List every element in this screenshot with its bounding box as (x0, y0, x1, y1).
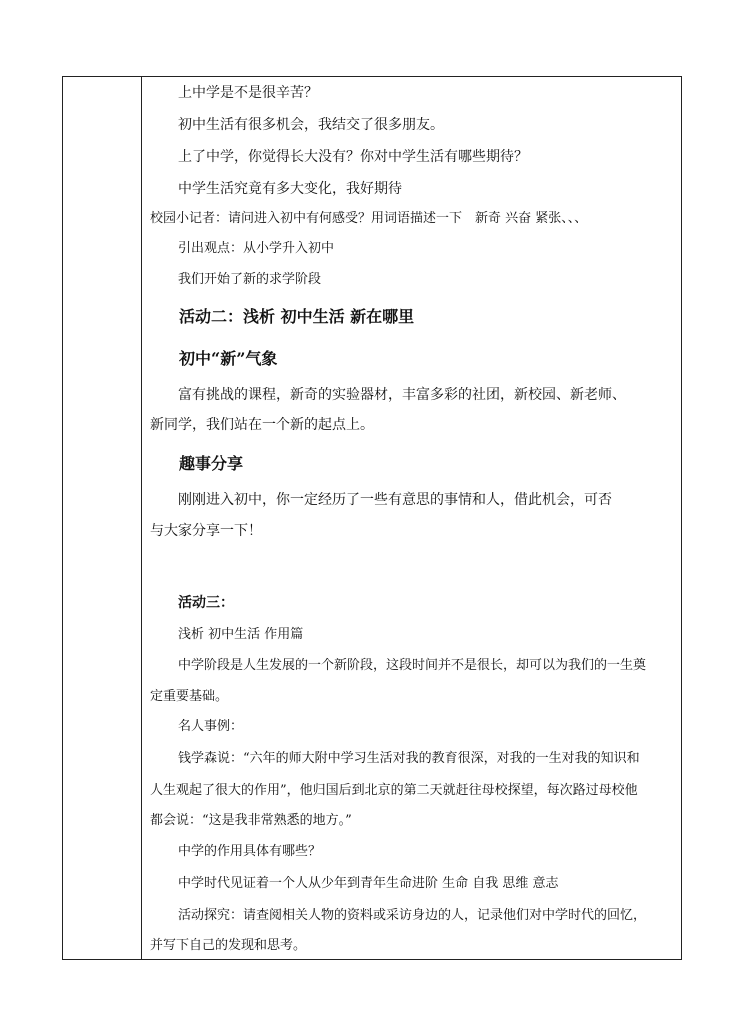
text-line: 引出观点：从小学升入初中 (178, 241, 335, 256)
text-line: 新同学，我们站在一个新的起点上。 (150, 417, 374, 433)
text-line: 名人事例： (178, 719, 244, 734)
section-heading: 活动三： (178, 595, 234, 611)
text-line: 我们开始了新的求学阶段 (178, 272, 322, 287)
text-line: 中学时代见证着一个人从少年到青年生命进阶 生命 自我 思维 意志 (178, 876, 559, 891)
text-line: 校园小记者：请问进入初中有何感受？用词语描述一下 新奇 兴奋 紧张、、、 (150, 211, 588, 226)
text-line: 中学生活究竟有多大变化，我好期待 (178, 181, 402, 197)
table-left-column (63, 77, 142, 959)
text-line: 富有挑战的课程，新奇的实验器材，丰富多彩的社团，新校园、新老师、 (178, 387, 626, 403)
section-heading: 初中“新”气象 (179, 349, 278, 368)
text-line: 人生观起了很大的作用”，他归国后到北京的第二天就赶往母校探望，每次路过母校他 (150, 783, 638, 798)
text-line: 都会说：“这是我非常熟悉的地方。” (150, 813, 352, 828)
text-line: 中学的作用具体有哪些？ (178, 844, 322, 859)
text-line: 浅析 初中生活 作用篇 (178, 627, 304, 642)
text-line: 并写下自己的发现和思考。 (150, 938, 307, 953)
text-line: 钱学森说：“六年的师大附中学习生活对我的教育很深，对我的一生对我的知识和 (178, 751, 640, 766)
lesson-table (62, 76, 682, 960)
text-line: 定重要基础。 (150, 689, 229, 704)
text-line: 上中学是不是很辛苦？ (178, 85, 318, 101)
text-line: 刚刚进入初中，你一定经历了一些有意思的事情和人，借此机会，可否 (178, 492, 612, 508)
text-line: 活动探究：请查阅相关人物的资料或采访身边的人，记录他们对中学时代的回忆， (178, 908, 647, 923)
section-heading: 趣事分享 (179, 454, 244, 473)
text-line: 中学阶段是人生发展的一个新阶段，这段时间并不是很长，却可以为我们的一生奠 (178, 658, 647, 673)
text-line: 与大家分享一下！ (150, 523, 262, 539)
text-line: 上了中学，你觉得长大没有？你对中学生活有哪些期待？ (178, 149, 528, 165)
table-content-cell (143, 77, 681, 959)
section-heading: 活动二：浅析 初中生活 新在哪里 (179, 307, 415, 326)
text-line: 初中生活有很多机会，我结交了很多朋友。 (178, 117, 444, 133)
